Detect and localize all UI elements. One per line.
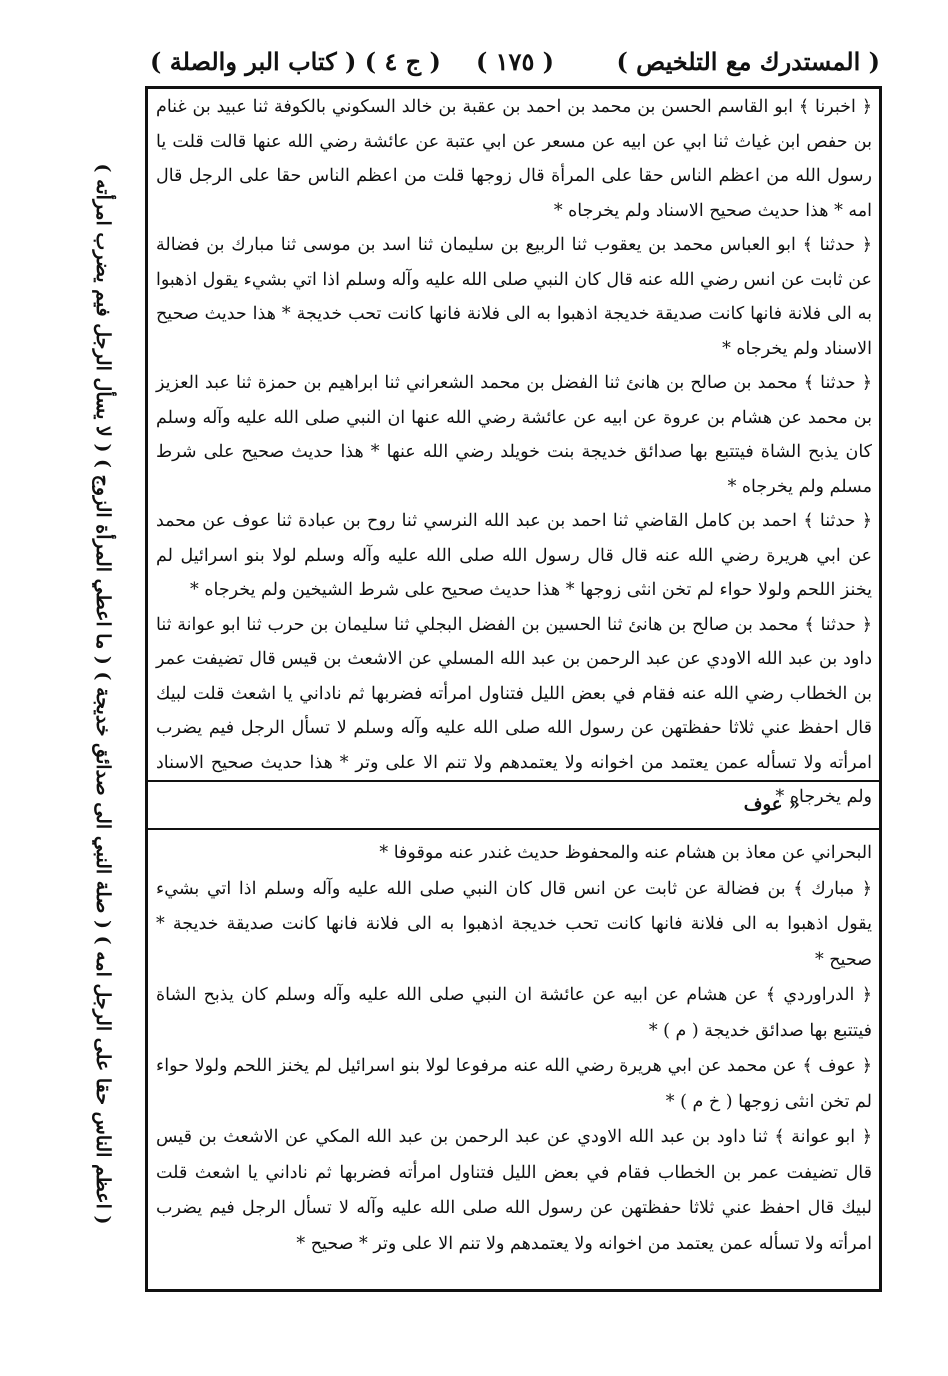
margin-heading-text: ( اعظم الناس حقا على الرجل امه ) ( صلة النبي الى صدائق خديجة ) ( ما اعطي المرأة الزوج ) ( لا يسأل الرجل فيم يضرب امرأته ) xyxy=(92,163,114,1225)
hadith-paragraph: ﴿ اخبرنا ﴾ ابو القاسم الحسن بن محمد بن احمد بن عقبة بن خالد السكوني بالكوفة ثنا عبيد بن غنام بن حفص ابن غياث ثنا ابي عن ابيه عن مسعر عن ابي عتبة عن عائشة رضي الله عنها قالت قلت يا رسول الله من اعظم الناس حقا على المرأة قال زوجها قلت من اعظم الناس حقا على الرجل قال امه * هذا حديث صحيح الاسناد ولم يخرجاه * xyxy=(156,97,872,221)
hadith-paragraph: ﴿ حدثنا ﴾ محمد بن صالح بن هانئ ثنا الحسين بن الفضل البجلي ثنا سليمان بن حرب ثنا ابو عوانة ثنا داود بن عبد الله الاودي عن عبد الرحمن بن عبد الله المسلي عن الاشعث بن قيس قال تضيفت عمر بن الخطاب رضي الله عنه فقام في بعض الليل فتناول امرأته فضربها ثم ناداني يا اشعث قلت لبيك قال احفظ عني ثلاثا حفظتهن عن رسول الله صلى الله عليه وآله وسلم لا تسأل الرجل فيم يضرب امرأته ولا تسأله عمن يعتمد من اخوانه ولا يعتمدهم ولا تنم الا على وتر * هذا حديث صحيح الاسناد ولم يخرجاه * xyxy=(156,614,872,807)
page-number: ( ١٧٥ ) xyxy=(475,47,555,76)
hadith-paragraph: ﴿ حدثنا ﴾ ابو العباس محمد بن يعقوب ثنا الربيع بن سليمان ثنا اسد بن موسى ثنا مبارك بن فضالة عن ثابت عن انس رضي الله عنه قال كان النبي صلى الله عليه وآله وسلم اذا اتي بشيء يقول اذهبوا به الى فلانة فانها كانت صديقة خديجة اذهبوا به الى فلانة فانها كانت تحب خديجة * هذا حديث صحيح الاسناد ولم يخرجاه * xyxy=(156,235,872,359)
divider-line xyxy=(148,780,879,782)
talkhis-summary-text xyxy=(156,836,872,1262)
page-header xyxy=(150,40,880,84)
volume-chapter: ( ج ٤ ) ( كتاب البر والصلة ) xyxy=(150,47,441,76)
main-hadith-text xyxy=(156,90,872,815)
hadith-paragraph: ﴿ حدثنا ﴾ محمد بن صالح بن هانئ ثنا الفضل بن محمد الشعراني ثنا ابراهيم بن حمزة ثنا عبد العزيز بن محمد عن هشام بن عروة عن ابيه عن عائشة رضي الله عنها ان النبي صلى الله عليه وآله وسلم كان يذبح الشاة فيتتبع بها صدائق خديجة بنت خويلد رضي الله عنها * هذا حديث صحيح على شرط مسلم ولم يخرجاه * xyxy=(156,373,872,497)
divider-line xyxy=(148,828,879,830)
margin-headings xyxy=(66,104,140,1284)
summary-paragraph: ﴿ الدراوردي ﴾ عن هشام عن ابيه عن عائشة ان النبي صلى الله عليه وآله وسلم كان يذبح الشاة فيتتبع بها صدائق خديجة ( م ) * xyxy=(156,985,872,1041)
summary-section-label: « عوف xyxy=(743,794,800,815)
hadith-paragraph: ﴿ حدثنا ﴾ احمد بن كامل القاضي ثنا احمد بن عبد الله النرسي ثنا روح بن عبادة ثنا عوف عن محمد عن ابي هريرة رضي الله عنه قال قال رسول الله صلى الله عليه وآله وسلم لولا بنو اسرائيل لم يخنز اللحم ولولا حواء لم تخن انثى زوجها * هذا حديث صحيح على شرط الشيخين ولم يخرجاه * xyxy=(156,511,872,600)
summary-paragraph: ﴿ عوف ﴾ عن محمد عن ابي هريرة رضي الله عنه مرفوعا لولا بنو اسرائيل لم يخنز اللحم ولولا حواء لم تخن انثى زوجها ( خ م ) * xyxy=(156,1056,872,1112)
book-title: ( المستدرك مع التلخيص ) xyxy=(616,47,880,76)
summary-paragraph: البحراني عن معاذ بن هشام عنه والمحفوظ حديث غندر عنه موقوفا * xyxy=(379,843,872,863)
summary-paragraph: ﴿ ابو عوانة ﴾ ثنا داود بن عبد الله الاودي عن عبد الرحمن بن عبد الله المكي عن الاشعث بن قيس قال تضيفت عمر بن الخطاب فقام في بعض الليل فتناول امرأته فضربها ثم ناداني يا اشعث قلت لبيك قال احفظ عني ثلاثا حفظتهن عن رسول الله صلى الله عليه وآله لا تسأل الرجل فيم يضرب امرأته ولا تسأله عمن يعتمد من اخوانه ولا يعتمدهم ولا تنم الا على وتر * صحيح * xyxy=(156,1127,872,1254)
summary-paragraph: ﴿ مبارك ﴾ بن فضالة عن ثابت عن انس قال كان النبي صلى الله عليه وآله وسلم اذا اتي بشيء يقول اذهبوا به الى فلانة فانها كانت تحب خديجة اذهبوا به الى فلانة فانها كانت صديقة خديجة * صحيح * xyxy=(156,878,872,970)
